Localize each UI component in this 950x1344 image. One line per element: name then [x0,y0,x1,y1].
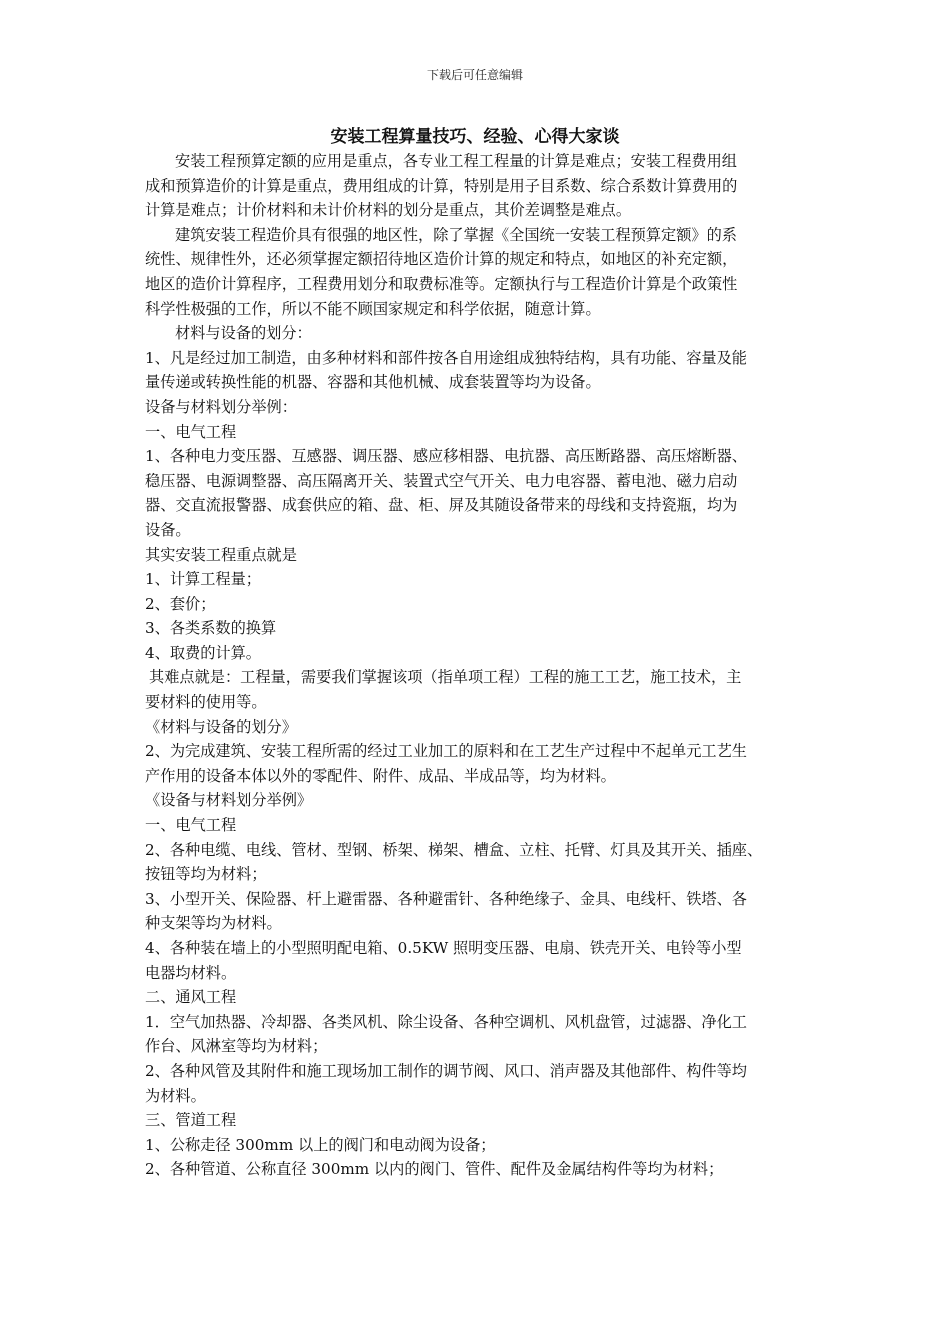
paragraph-line: 统性、规律性外，还必须掌握定额招待地区造价计算的规定和特点，如地区的补充定额， [145,250,738,269]
list-item: 3、小型开关、保险器、杆上避雷器、各种避雷针、各种绝缘子、金具、电线杆、铁塔、各 [145,889,747,908]
paragraph-line: 其难点就是：工程量，需要我们掌握该项（指单项工程）工程的施工工艺，施工技术，主 [149,668,742,687]
list-item: 2、各种管道、公称直径 300mm 以内的阀门、管件、配件及金属结构件等均为材料； [145,1160,724,1179]
paragraph-line: 建筑安装工程造价具有很强的地区性，除了掌握《全国统一安装工程预算定额》的系 [175,225,737,244]
section-heading: 二、通风工程 [145,988,237,1007]
document-body [145,149,815,1182]
list-item: 3、各类系数的换算 [145,619,277,638]
paragraph-line: 要材料的使用等。 [145,693,267,712]
list-item: 设备。 [145,520,191,539]
list-item: 2、套价； [145,594,216,613]
paragraph-line: 安装工程预算定额的应用是重点，各专业工程工程量的计算是难点；安装工程费用组 [175,152,737,170]
list-item: 按钮等均为材料； [145,865,267,884]
list-item: 4、取费的计算。 [145,643,261,662]
list-item: 为材料。 [145,1086,206,1105]
list-item: 产作用的设备本体以外的零配件、附件、成品、半成品等，均为材料。 [145,766,616,785]
list-item: 1、公称走径 300mm 以上的阀门和电动阀为设备； [145,1135,496,1154]
list-item: 1、计算工程量； [145,570,261,589]
list-item: 稳压器、电源调整器、高压隔离开关、装置式空气开关、电力电容器、蓄电池、磁力启动 [145,471,738,490]
section-heading: 一、电气工程 [145,422,237,441]
list-item: 2、各种风管及其附件和施工现场加工制作的调节阀、风口、消声器及其他部件、构件等均 [145,1061,747,1080]
page-header-note: 下载后可任意编辑 [426,68,523,82]
list-item: 1、凡是经过加工制造，由多种材料和部件按各自用途组成独特结构，具有功能、容量及能 [145,348,747,367]
list-item: 量传递或转换性能的机器、容器和其他机械、成套装置等均为设备。 [145,373,601,392]
document-title: 安装工程算量技巧、经验、心得大家谈 [330,127,620,147]
section-heading: 一、电气工程 [145,816,237,835]
list-item: 器、交直流报警器、成套供应的箱、盘、柜、屏及其随设备带来的母线和支持瓷瓶，均为 [145,496,738,515]
section-heading: 《设备与材料划分举例》 [145,791,313,810]
list-item: 2、各种电缆、电线、管材、型钢、桥架、梯架、槽盒、立柱、托臂、灯具及其开关、插座、 [145,840,763,859]
section-heading: 三、管道工程 [145,1111,237,1130]
list-item: 4、各种装在墙上的小型照明配电箱、0.5KW 照明变压器、电扇、铁壳开关、电铃等小型 [145,939,742,957]
section-heading: 设备与材料划分举例： [145,397,297,416]
section-heading: 《材料与设备的划分》 [145,717,297,736]
section-heading: 材料与设备的划分： [175,324,312,343]
list-item: 1、各种电力变压器、互感器、调压器、感应移相器、电抗器、高压断路器、高压熔断器、 [145,447,747,466]
list-item: 1．空气加热器、冷却器、各类风机、除尘设备、各种空调机、风机盘管，过滤器、净化工 [145,1012,747,1031]
paragraph-line: 科学性极强的工作，所以不能不顾国家规定和科学依据，随意计算。 [145,299,601,318]
paragraph-line: 成和预算造价的计算是重点，费用组成的计算，特别是用子目系数、综合系数计算费用的 [145,176,738,195]
paragraph-line: 计算是难点；计价材料和未计价材料的划分是重点，其价差调整是难点。 [145,201,631,220]
list-item: 作台、风淋室等均为材料； [145,1037,328,1056]
list-item: 2、为完成建筑、安装工程所需的经过工业加工的原料和在工艺生产过程中不起单元工艺生 [145,742,747,761]
list-item: 种支架等均为材料。 [145,914,282,933]
paragraph-line: 地区的造价计算程序，工程费用划分和取费标准等。定额执行与工程造价计算是个政策性 [145,274,738,293]
list-item: 电器均材料。 [145,963,237,982]
paragraph-line: 其实安装工程重点就是 [145,545,297,564]
